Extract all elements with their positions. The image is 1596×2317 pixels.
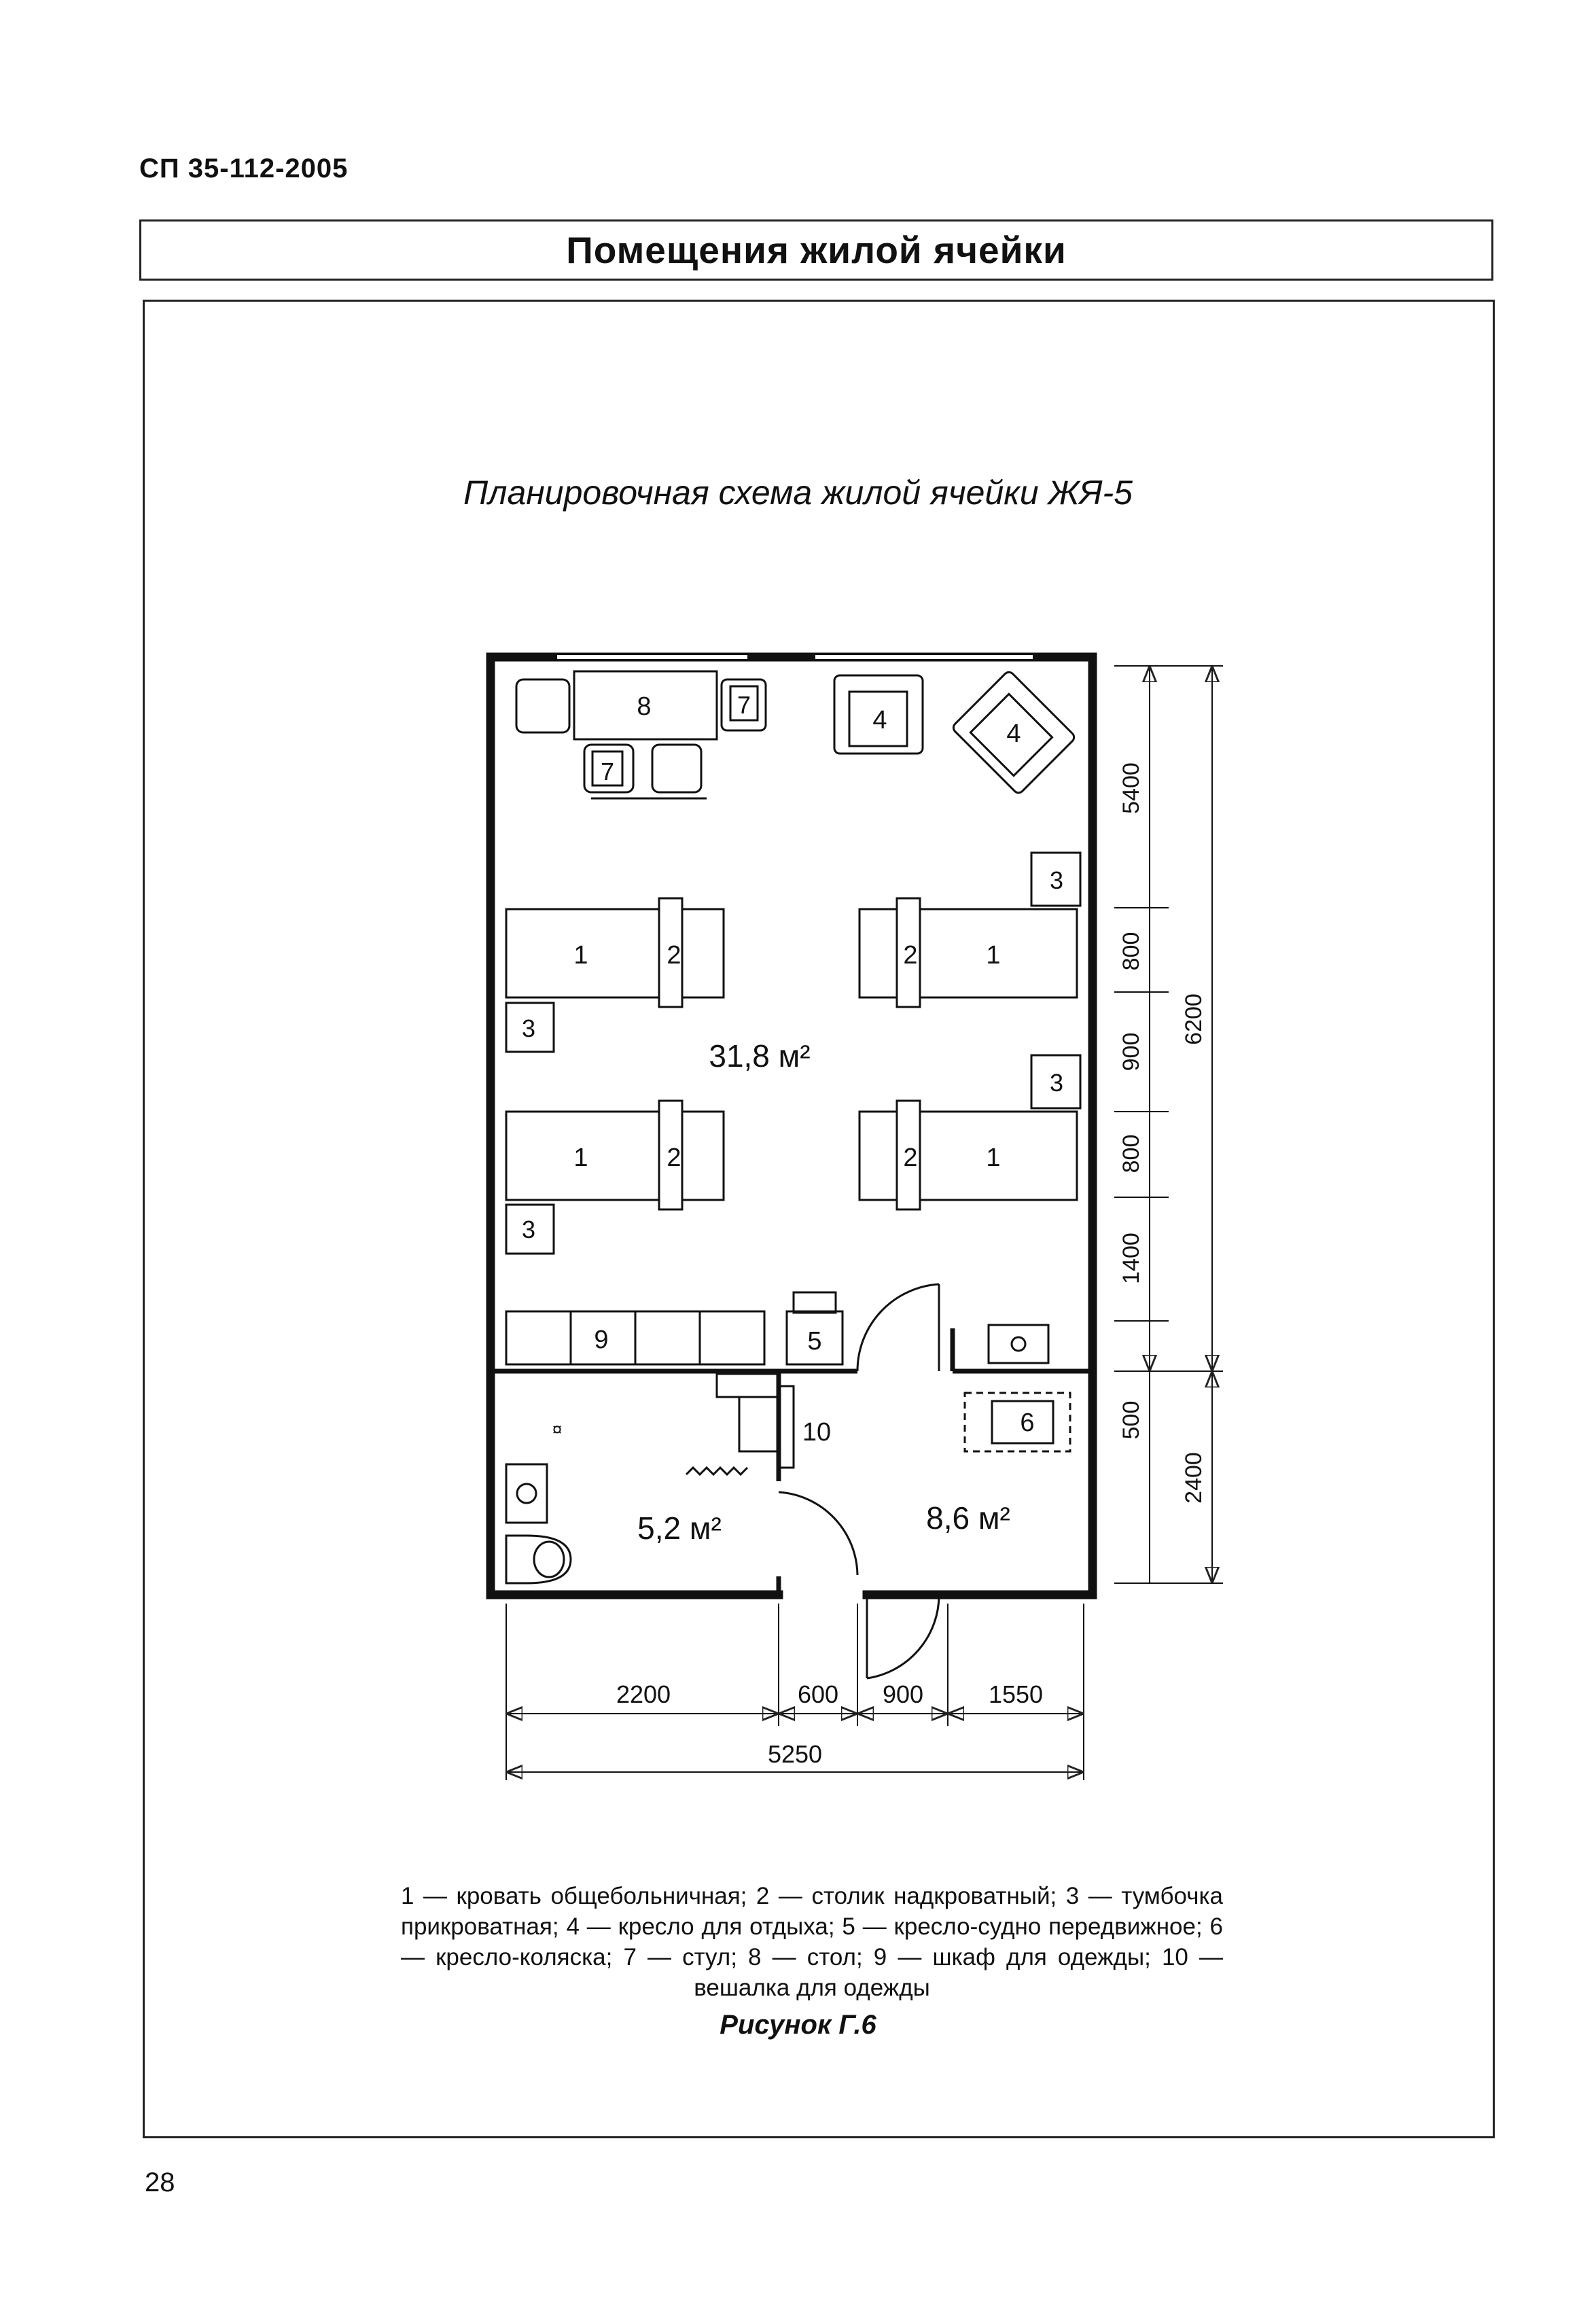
dim-right-total: 2400: [1181, 1452, 1207, 1504]
chair-label: 7: [737, 691, 751, 719]
bathroom-area: 5,2 м²: [637, 1510, 722, 1546]
page-number: 28: [145, 2168, 175, 2197]
main-room-area: 31,8 м²: [709, 1038, 811, 1074]
wheelchair-label: 6: [1020, 1409, 1035, 1437]
table-label: 8: [637, 692, 652, 721]
dim-right: 5400: [1118, 762, 1144, 814]
dim-bottom: 2200: [616, 1680, 671, 1708]
dining-table: [574, 671, 717, 739]
section-title: Помещения жилой ячейки: [566, 229, 1067, 271]
bed-label: 1: [986, 1144, 1001, 1172]
chair-label: 7: [600, 758, 615, 785]
dim-bottom-total: 5250: [767, 1740, 823, 1768]
hall-area: 8,6 м²: [926, 1500, 1010, 1536]
wardrobe: [506, 1311, 764, 1364]
plan-title: Планировочная схема жилой ячейки ЖЯ-5: [463, 474, 1133, 512]
dim-right-total: 6200: [1181, 993, 1207, 1045]
hall-sink: [989, 1325, 1048, 1363]
dim-right: 1400: [1118, 1233, 1144, 1284]
nightstand-label: 3: [521, 1216, 536, 1243]
interior-walls: [491, 1328, 1093, 1595]
armchair-label: 4: [1006, 720, 1021, 748]
dim-right: 900: [1118, 1032, 1144, 1072]
commode-chair-label: 5: [807, 1327, 822, 1356]
bed-label: 1: [986, 941, 1001, 970]
nightstand-label: 3: [521, 1014, 536, 1042]
bed-label: 1: [573, 1144, 588, 1172]
bed-label: 1: [573, 941, 588, 970]
bed-table-label: 2: [667, 941, 681, 970]
dim-right: 800: [1118, 932, 1144, 971]
door-swings: [779, 1284, 939, 1678]
figure-caption: Рисунок Г.6: [720, 2010, 876, 2040]
bathroom-fixtures: [506, 1374, 794, 1583]
svg-text:¤: ¤: [552, 1419, 563, 1439]
bed-table-label: 2: [903, 1144, 918, 1172]
nightstand-label: 3: [1049, 1069, 1064, 1097]
nightstand-label: 3: [1049, 866, 1064, 894]
armchair-label: 4: [872, 706, 887, 735]
armchair: [834, 670, 1076, 795]
dim-right: 500: [1118, 1400, 1144, 1440]
dim-bottom: 600: [797, 1680, 839, 1708]
document-code: СП 35-112-2005: [139, 154, 349, 183]
hanger-label: 10: [802, 1418, 832, 1447]
bed-table-label: 2: [903, 941, 918, 970]
wardrobe-label: 9: [594, 1326, 609, 1354]
dim-bottom: 1550: [988, 1680, 1044, 1708]
figure-legend: 1 — кровать общебольничная; 2 — столик надкроватный; 3 — тумбочка прикроватная; 4 — кресло для отдыха; 5 — кресло-судно передвижное; 6 — кресло-коляска; 7 — стул; 8 — стол; 9 — шкаф для одежды; 10 — вешалка для одежды: [401, 1883, 1223, 2001]
bed-table-label: 2: [667, 1144, 681, 1172]
dim-bottom: 900: [882, 1680, 924, 1708]
dim-right: 800: [1118, 1134, 1144, 1173]
